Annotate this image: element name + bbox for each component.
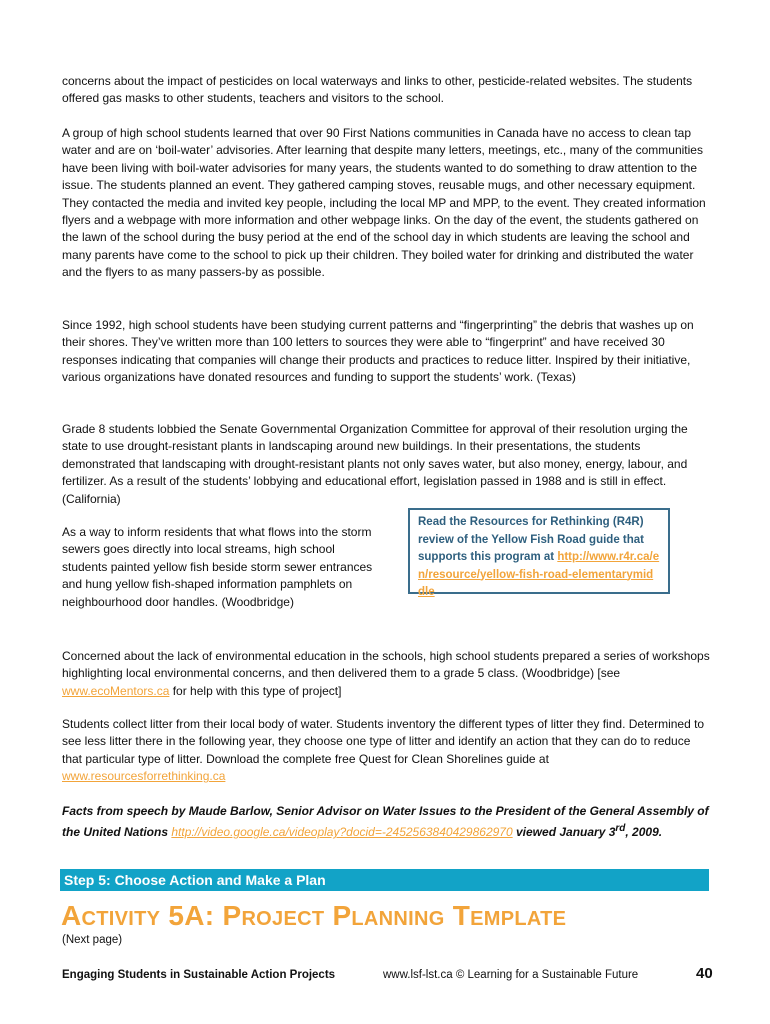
paragraph-workshops <box>62 648 710 700</box>
workshops-tail: for help with this type of project] <box>172 683 342 698</box>
next-page-note: (Next page) <box>62 934 123 946</box>
activity-title: Activity 5A: Project Planning Template <box>61 900 567 931</box>
step-heading-bar: Step 5: Choose Action and Make a Plan <box>60 869 709 891</box>
footer-title: Engaging Students in Sustainable Action Projects <box>62 969 336 981</box>
paragraph-yellow-fish: As a way to inform residents that what flows into the storm sewers goes directly into local streams, high school students painted yellow fish beside storm sewer entrances and hung yellow fish-shaped information pamphlets on neighbourhood door handles. (Woodbridge) <box>62 525 373 609</box>
paragraph-fingerprinting: Since 1992, high school students have been studying current patterns and “fingerprinting” the debris that washes up on their shores. They’ve written more than 100 letters to sources they were able to “fingerprint” and have received 30 responses indicating that companies will change their products and practices to reduce litter. Inspired by their initiative, various organizations have donated resources and funding to support the students’ work. (Texas) <box>62 318 694 385</box>
paragraph-pesticides: concerns about the impact of pesticides on local waterways and links to other, pesticide-related websites. The students offered gas masks to other students, teachers and visitors to the school. <box>62 74 693 106</box>
callout-text: Read the Resources for Rethinking (R4R) review of the Yellow Fish Road guide that supports this program at <box>418 516 644 563</box>
facts-lead: Facts from speech by Maude Barlow, Senior Advisor on Water Issues to the President of the General Assembly of the United Nations <box>62 804 709 840</box>
workshops-text: Concerned about the lack of environmental education in the schools, high school students prepared a series of workshops highlighting local environmental concerns, and then delivered them to a grade 5 class. (Woodbridge) [see <box>62 649 710 681</box>
facts-citation <box>62 803 710 842</box>
resources-link[interactable]: www.resourcesforrethinking.ca <box>62 769 226 784</box>
paragraph-litter <box>62 716 710 786</box>
facts-superscript: rd <box>615 823 626 835</box>
facts-tail: viewed January 3 <box>516 825 616 840</box>
paragraph-boil-water: A group of high school students learned that over 90 First Nations communities in Canada have no access to clean tap water and are on ‘boil-water’ advisories. After learning that despite many letters, meetings, etc., many of the communities have been living with boil-water advisories for many years, the students wanted to do something to draw attention to the issue. The students planned an event. They gathered camping stoves, reusable mugs, and other necessary equipment. They contacted the media and invited key people, including the local MP and MPP, to the event. They created information flyers and a webpage with more information and other webpage links. On the day of the event, the students gathered on the lawn of the school during the busy period at the end of the school day in which students are leaving the school and many parents have come to the school to pick up their children. They boiled water for drinking and distributed the water and the flyers to as many passers-by as possible. <box>62 126 706 280</box>
facts-end: , 2009. <box>625 825 663 840</box>
paragraph-drought-plants: Grade 8 students lobbied the Senate Governmental Organization Committee for approval of their resolution urging the state to use drought-resistant plants in landscaping around new buildings. In their presentations, the students demonstrated that landscaping with drought-resistant plants not only saves water, but also money, energy, labour, and fertilizer. As a result of the students’ lobbying and educational effort, legislation passed in 1988 and is still in effect. (California) <box>62 422 688 506</box>
footer-copyright: www.lsf-lst.ca © Learning for a Sustainable Future <box>383 969 639 981</box>
r4r-callout-box <box>408 508 670 598</box>
litter-text: Students collect litter from their local body of water. Students inventory the different types of litter they find. Determined to see less litter there in the following year, they choose one type of litter and identify an action that they can do to reduce that particular type of litter. Download the complete free Quest for Clean Shorelines guide at <box>62 717 705 766</box>
page-number: 40 <box>696 965 713 982</box>
callout-link[interactable]: http://www.r4r.ca/en/resource/yellow-fish-road-elementarymiddle <box>418 551 660 598</box>
video-link[interactable]: http://video.google.ca/videoplay?docid=-2452563840429862970 <box>171 825 513 840</box>
ecomentors-link[interactable]: www.ecoMentors.ca <box>62 683 170 698</box>
